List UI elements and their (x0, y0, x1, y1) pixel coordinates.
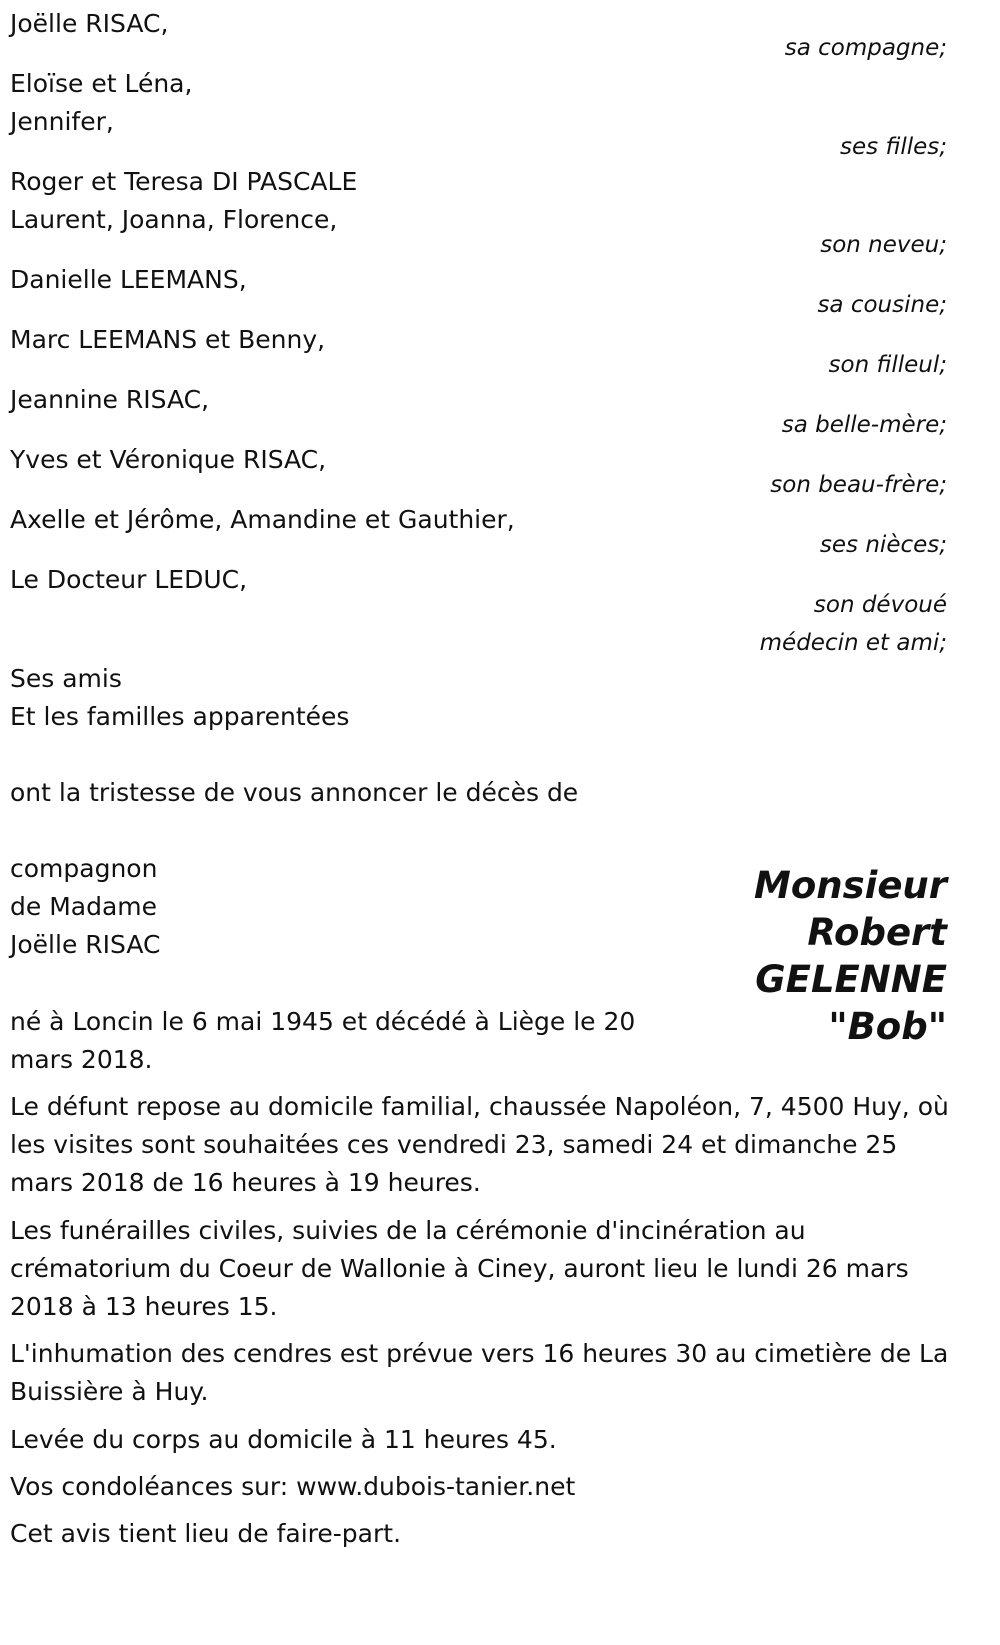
deceased-name-block (754, 862, 947, 1050)
detail-funerailles: Les funérailles civiles, suivies de la cérémonie d'incinération au crématorium du Coeur de Wallonie à Ciney, auront lieu le lundi 26 mars 2018 à 13 heures 15. (10, 1216, 909, 1321)
relation-nieces: ses nièces; (819, 532, 947, 558)
others-familles: Et les familles apparentées (10, 702, 350, 731)
family-name-laurent: Laurent, Joanna, Florence, (10, 205, 338, 234)
relation-filles: ses filles; (840, 134, 947, 160)
relation-beau-frere: son beau-frère; (770, 472, 947, 498)
family-name-roger: Roger et Teresa DI PASCALE (10, 167, 358, 196)
detail-repose: Le défunt repose au domicile familial, chaussée Napoléon, 7, 4500 Huy, où les visites sont souhaitées ces vendredi 23, samedi 24 et dimanche 25 mars 2018 de 16 heures à 19 heures. (10, 1092, 949, 1197)
relation-filleul: son filleul; (828, 352, 947, 378)
deceased-nickname: "Bob" (828, 1005, 947, 1048)
companion-line-3: Joëlle RISAC (10, 930, 161, 959)
deceased-title: Monsieur (754, 864, 947, 907)
family-name-jennifer: Jennifer, (10, 107, 114, 136)
others-amis: Ses amis (10, 664, 122, 693)
announcement-text: ont la tristesse de vous annoncer le décès de (10, 778, 579, 807)
detail-condoleances: Vos condoléances sur: www.dubois-tanier.net (10, 1472, 576, 1501)
family-name-eloise: Eloïse et Léna, (10, 69, 193, 98)
companion-line-2: de Madame (10, 892, 158, 921)
detail-levee: Levée du corps au domicile à 11 heures 45. (10, 1425, 557, 1454)
family-name-joelle: Joëlle RISAC, (10, 9, 169, 38)
deceased-first-name: Robert (807, 911, 947, 954)
relation-medecin-2: médecin et ami; (759, 630, 947, 656)
relation-compagne: sa compagne; (784, 35, 947, 61)
family-name-marc: Marc LEEMANS et Benny, (10, 325, 326, 354)
birth-death-line-1: né à Loncin le 6 mai 1945 et décédé à Liège le 20 (10, 1007, 636, 1036)
family-name-jeannine: Jeannine RISAC, (10, 385, 210, 414)
family-name-docteur: Le Docteur LEDUC, (10, 565, 248, 594)
relation-medecin-1: son dévoué (813, 592, 947, 618)
companion-line-1: compagnon (10, 854, 158, 883)
relation-neveu: son neveu; (820, 232, 947, 258)
detail-faire-part: Cet avis tient lieu de faire-part. (10, 1519, 402, 1548)
detail-inhumation: L'inhumation des cendres est prévue vers 16 heures 30 au cimetière de La Buissière à Huy. (10, 1339, 949, 1406)
family-name-yves: Yves et Véronique RISAC, (10, 445, 327, 474)
family-name-axelle: Axelle et Jérôme, Amandine et Gauthier, (10, 505, 515, 534)
family-name-danielle: Danielle LEEMANS, (10, 265, 247, 294)
relation-belle-mere: sa belle-mère; (781, 412, 947, 438)
deceased-last-name: GELENNE (755, 958, 947, 1001)
relation-cousine: sa cousine; (817, 292, 947, 318)
birth-death-line-2: mars 2018. (10, 1045, 153, 1074)
